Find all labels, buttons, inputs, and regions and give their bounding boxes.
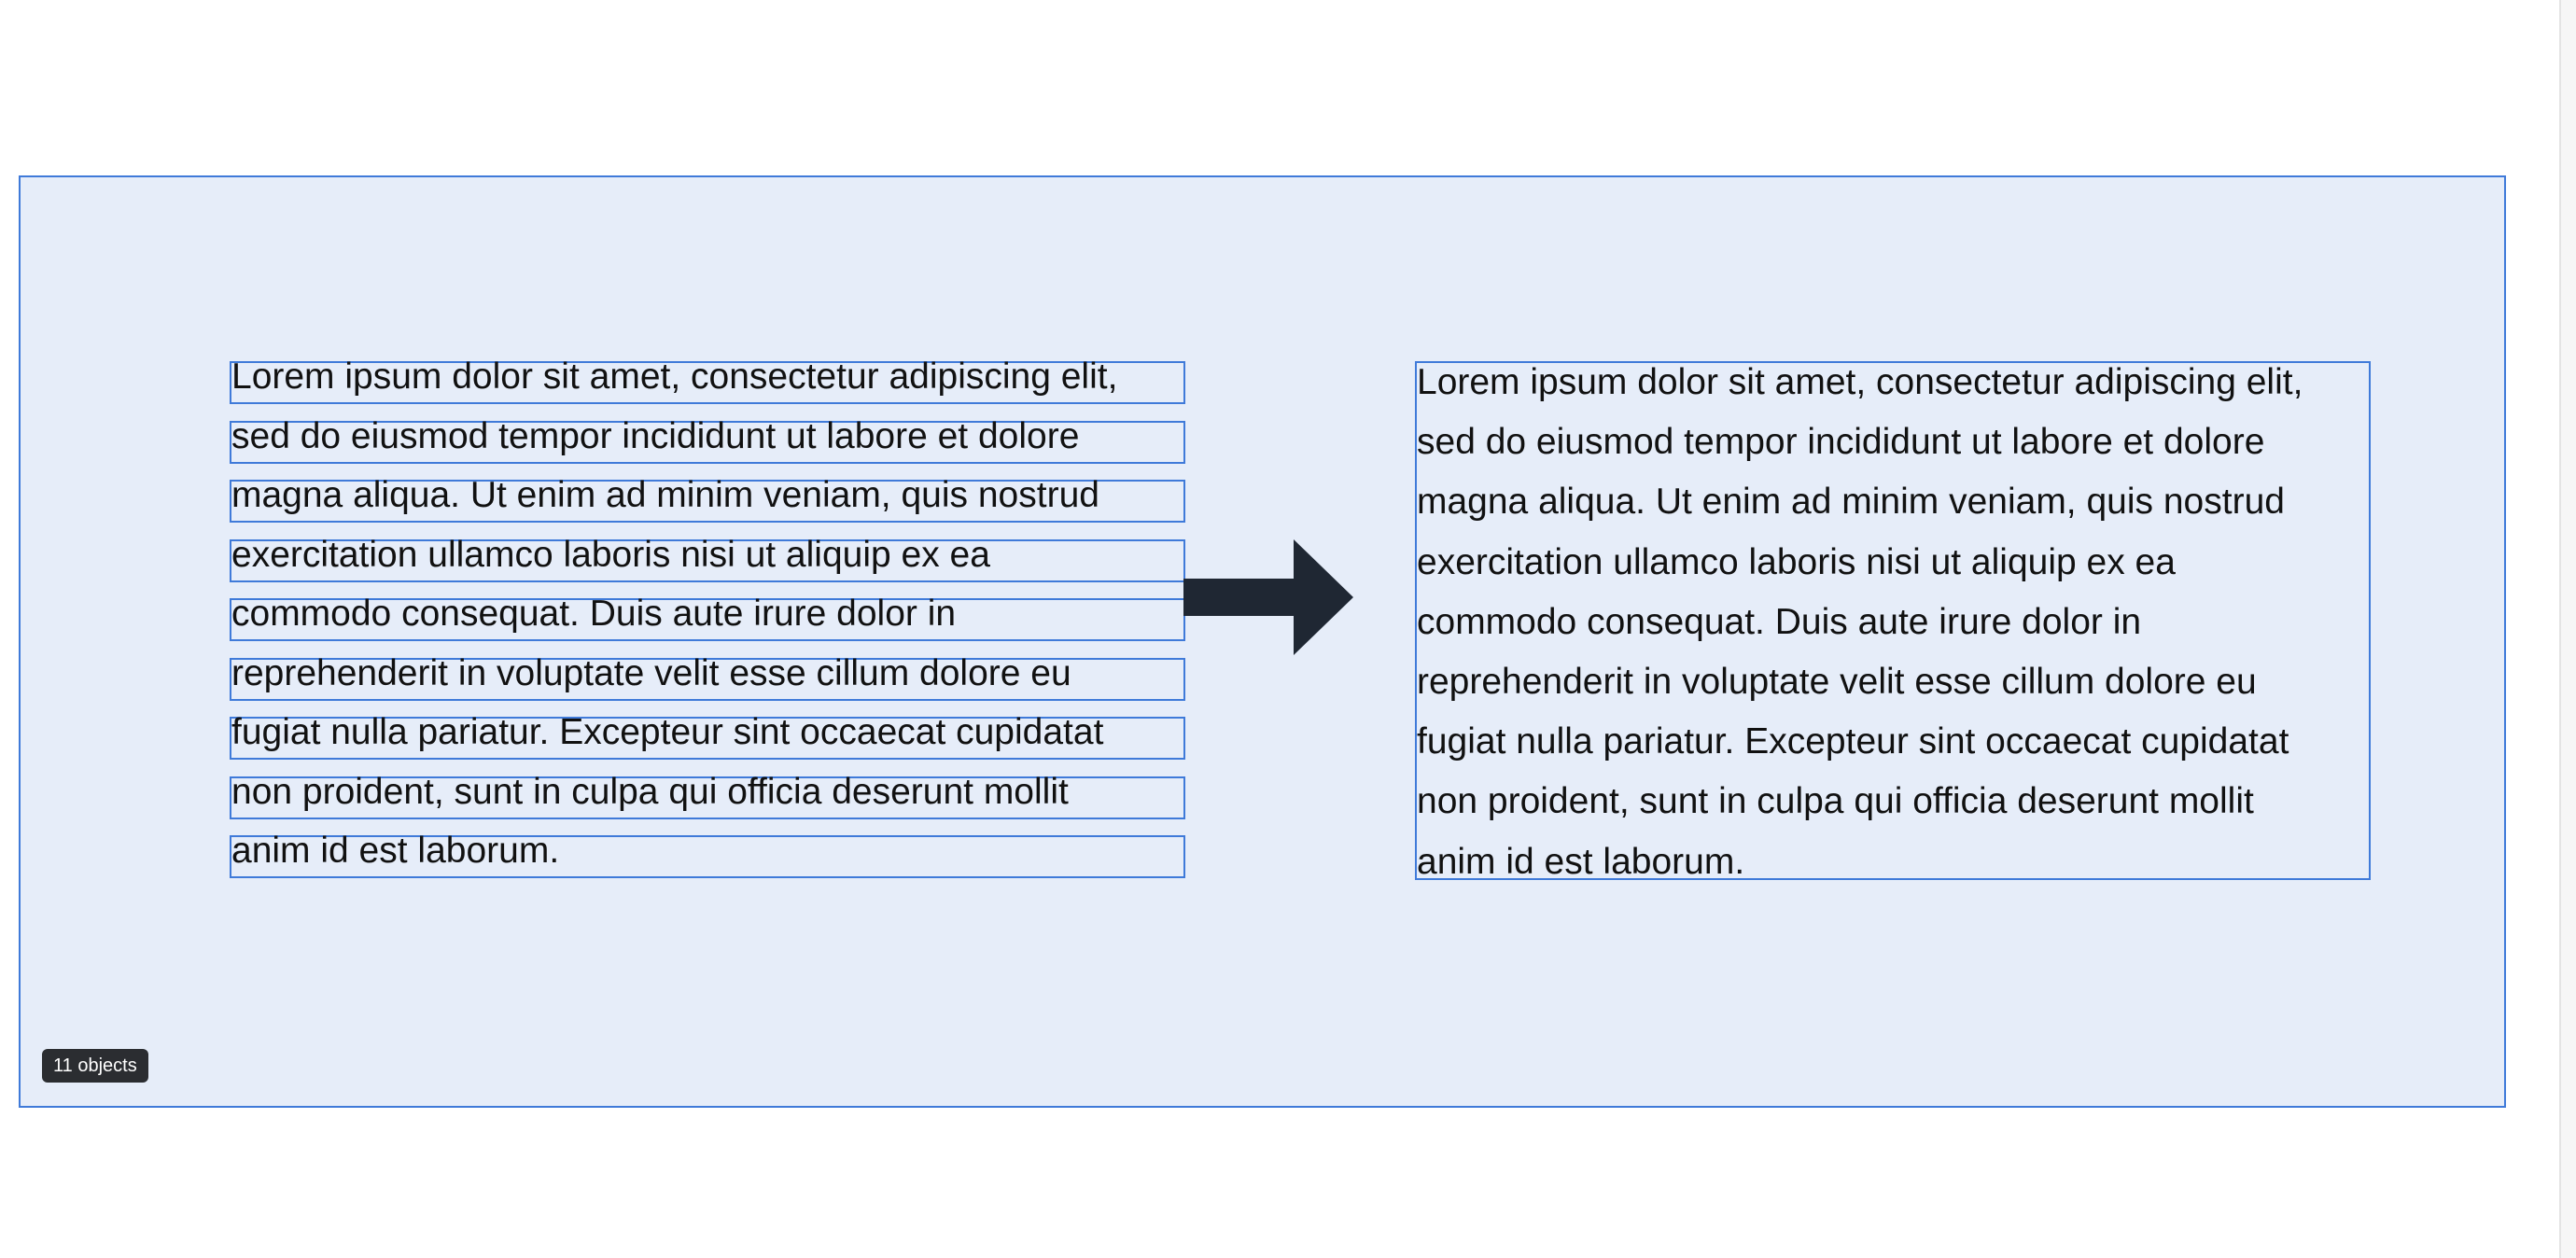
merged-text-line: anim id est laborum. [1417,841,1745,882]
right-arrow-icon [1183,539,1353,655]
merged-text-line: sed do eiusmod tempor incididunt ut labore et dolore [1417,422,2265,463]
source-line-text: reprehenderit in voluptate velit esse cillum dolore eu [231,653,1071,693]
source-line-text: non proident, sunt in culpa qui officia deserunt mollit [231,772,1069,812]
object-count-badge: 11 objects [42,1049,148,1083]
merged-text-line: exercitation ullamco laboris nisi ut aliquip ex ea [1417,541,2176,582]
merged-text-line: magna aliqua. Ut enim ad minim veniam, quis nostrud [1417,482,2285,523]
source-line-text: exercitation ullamco laboris nisi ut aliquip ex ea [231,535,990,575]
vertical-scrollbar[interactable] [2559,0,2576,1258]
source-line-text: Lorem ipsum dolor sit amet, consectetur adipiscing elit, [231,356,1118,397]
source-line-text: magna aliqua. Ut enim ad minim veniam, quis nostrud [231,475,1099,515]
source-line-text: sed do eiusmod tempor incididunt ut labore et dolore [231,416,1080,456]
merged-text-line: commodo consequat. Duis aute irure dolor in [1417,601,2142,642]
source-line-text: fugiat nulla pariatur. Excepteur sint occaecat cupidatat [231,712,1104,752]
merged-text-line: reprehenderit in voluptate velit esse cillum dolore eu [1417,661,2257,702]
merged-text-line: non proident, sunt in culpa qui officia deserunt mollit [1417,781,2254,822]
source-line-text: commodo consequat. Duis aute irure dolor in [231,594,957,634]
source-line-text: anim id est laborum. [231,831,560,871]
merged-text-line: Lorem ipsum dolor sit amet, consectetur adipiscing elit, [1417,362,2303,402]
merged-text-line: fugiat nulla pariatur. Excepteur sint occaecat cupidatat [1417,721,2289,762]
merged-text [1417,353,2303,892]
